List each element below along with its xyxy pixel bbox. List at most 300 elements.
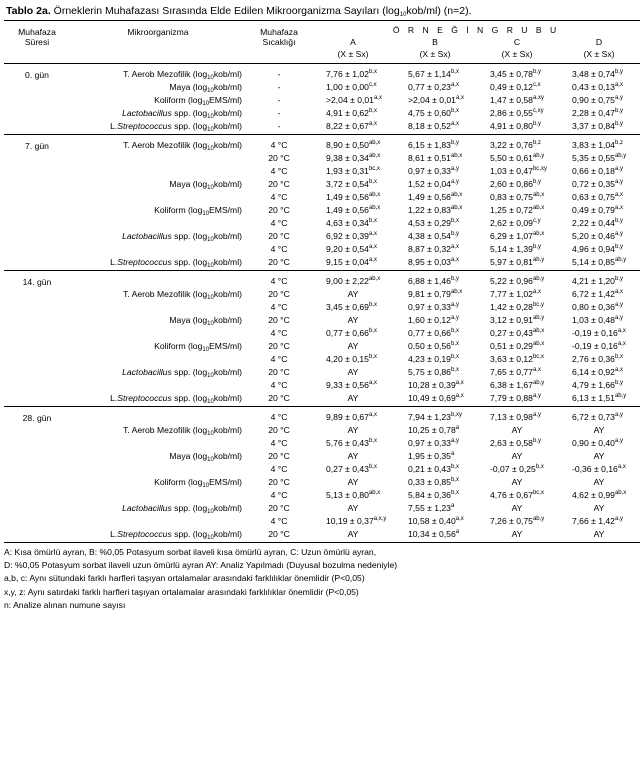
table-row xyxy=(4,501,640,514)
table-row xyxy=(4,407,640,424)
value-cell: $>2,04 \pm 0,01^{a,x}$ xyxy=(326,94,382,105)
storage-temperature: 4 °C xyxy=(270,463,288,474)
table-footnotes xyxy=(4,542,640,612)
storage-day-empty xyxy=(4,203,70,216)
value-cell: 10,25 ± 0,78$^a$ xyxy=(408,424,460,435)
microorganism-name: Maya $(\log_{10}kob/ml)$ xyxy=(169,178,242,191)
storage-temperature: 4 °C xyxy=(270,327,288,338)
value-cell: $5,84 \pm 0,36^{b,x}$ xyxy=(408,489,459,500)
storage-temperature: 20 °C xyxy=(268,476,290,487)
value-cell: $4,38 \pm 0,54^{b,y}$ xyxy=(408,230,459,241)
header-microorganism: Mikroorganizma xyxy=(127,27,189,37)
microorganism-name xyxy=(70,190,246,203)
value-cell: $9,38 \pm 0,34^{ab,x}$ xyxy=(326,152,381,163)
value-cell: AY xyxy=(347,528,359,539)
table-row xyxy=(4,527,640,542)
footnote: n: Analize alınan numune sayısı xyxy=(4,599,126,610)
table-row xyxy=(4,449,640,462)
value-cell: $9,81 \pm 0,79^{ab,x}$ xyxy=(408,288,463,299)
table-row xyxy=(4,135,640,152)
storage-temperature: 4 °C xyxy=(270,379,288,390)
value-cell: $0,27 \pm 0,43^{ab,x}$ xyxy=(490,327,545,338)
block-2 xyxy=(4,271,640,407)
table-row xyxy=(4,339,640,352)
storage-temperature: 4 °C xyxy=(270,301,288,312)
storage-day-empty xyxy=(4,164,70,177)
microorganism-name: Maya $(\log_{10}kob/ml)$ xyxy=(169,450,242,463)
value-cell: $4,79 \pm 1,66^{b,y}$ xyxy=(572,379,623,390)
value-cell: $7,79 \pm 0,88^{a,y}$ xyxy=(490,392,541,403)
value-cell: $6,38 \pm 1,67^{ab,y}$ xyxy=(490,379,545,390)
storage-day: 28. gün xyxy=(4,407,70,424)
storage-temperature: 4 °C xyxy=(246,135,312,152)
table-row xyxy=(4,229,640,242)
header-group-d: D xyxy=(595,37,603,47)
value-cell: $8,22 \pm 0,67^{a,x}$ xyxy=(326,120,377,131)
value-cell: $0,72 \pm 0,35^{a,y}$ xyxy=(572,178,623,189)
value-cell: $5,97 \pm 0,81^{ab,y}$ xyxy=(490,256,545,267)
value-cell: $10,49 \pm 0,69^{a,x}$ xyxy=(408,392,464,403)
storage-temperature: 4 °C xyxy=(270,353,288,364)
table-row xyxy=(4,326,640,339)
microorganism-name: Lactobacillus spp. $(\log_{10}kob/ml)$ xyxy=(122,230,242,243)
header-stat: (X ± Sx) xyxy=(501,49,533,59)
header-sample-group: Ö R N E Ğ İ N G R U B U xyxy=(392,25,560,35)
table-row xyxy=(4,514,640,527)
storage-temperature: - xyxy=(277,81,281,92)
value-cell: $3,12 \pm 0,91^{ab,y}$ xyxy=(490,314,545,325)
microorganism-name: Lactobacillus spp. $(\log_{10}kob/ml)$ xyxy=(122,366,242,379)
storage-temperature: 20 °C xyxy=(268,528,290,539)
value-cell: $0,97 \pm 0,33^{a,y}$ xyxy=(408,301,459,312)
microorganism-name: Koliform $(\log_{10}EMS/ml)$ xyxy=(154,476,242,489)
storage-day-empty xyxy=(4,190,70,203)
value-cell: $0,77 \pm 0,23^{a,x}$ xyxy=(408,81,459,92)
value-cell: $4,23 \pm 0,19^{b,x}$ xyxy=(408,353,459,364)
microorganism-name: Lactobacillus spp. $(\log_{10}kob/ml)$ xyxy=(122,107,242,120)
microorganism-name: L.Streptococcus spp. $(\log_{10}kob/ml)$ xyxy=(110,256,242,269)
microorganism-name xyxy=(70,164,246,177)
value-cell: $9,00 \pm 2,22^{ab,x}$ xyxy=(312,271,394,288)
header-group-c: C xyxy=(513,37,521,47)
storage-day-empty xyxy=(4,326,70,339)
storage-day-empty xyxy=(4,287,70,300)
storage-day-empty xyxy=(4,391,70,407)
value-cell: $2,60 \pm 0,86^{b,y}$ xyxy=(490,178,541,189)
value-cell: $3,83 \pm 1,04^{b,z}$ xyxy=(558,135,640,152)
value-cell: $4,53 \pm 0,29^{b,x}$ xyxy=(408,217,459,228)
value-cell: AY xyxy=(593,476,605,487)
value-cell: $0,97 \pm 0,33^{a,y}$ xyxy=(408,165,459,176)
value-cell: $5,75 \pm 0,86^{b,x}$ xyxy=(408,366,459,377)
microorganism-name: Maya $(\log_{10}kob/ml)$ xyxy=(169,81,242,94)
value-cell: $3,45 \pm 0,78^{b,y}$ xyxy=(490,68,541,79)
storage-temperature: 20 °C xyxy=(268,502,290,513)
value-cell: $5,50 \pm 0,61^{ab,y}$ xyxy=(490,152,545,163)
value-cell: $>2,04 \pm 0,01^{a,x}$ xyxy=(408,94,464,105)
storage-temperature: 20 °C xyxy=(268,230,290,241)
value-cell: $0,63 \pm 0,75^{a,x}$ xyxy=(572,191,623,202)
value-cell: 1,95 ± 0,35$^a$ xyxy=(408,450,455,461)
microorganism-name: T. Aerob Mezofilik $(\log_{10}kob/ml)$ xyxy=(70,135,246,152)
storage-temperature: - xyxy=(277,94,281,105)
microorganism-name xyxy=(70,488,246,501)
value-cell: $0,49 \pm 0,79^{a,x}$ xyxy=(572,204,623,215)
table-row xyxy=(4,119,640,135)
value-cell: $0,51 \pm 0,29^{ab,x}$ xyxy=(490,340,545,351)
value-cell: $0,83 \pm 0,75^{ab,x}$ xyxy=(490,191,545,202)
value-cell: $10,28 \pm 0,39^{a,x}$ xyxy=(408,379,464,390)
storage-day-empty xyxy=(4,462,70,475)
value-cell: AY xyxy=(347,476,359,487)
value-cell: $4,91 \pm 0,62^{b,x}$ xyxy=(326,107,377,118)
value-cell: $0,97 \pm 0,33^{a,y}$ xyxy=(408,437,459,448)
value-cell: $-0,07 \pm 0,25^{b,x}$ xyxy=(490,463,544,474)
value-cell: $1,00 \pm 0,00^{c,x}$ xyxy=(326,81,377,92)
table-row xyxy=(4,106,640,119)
microorganism-name xyxy=(70,514,246,527)
value-cell: AY xyxy=(511,502,523,513)
microorganism-name: L.Streptococcus spp. $(\log_{10}kob/ml)$ xyxy=(110,528,242,541)
storage-day-empty xyxy=(4,119,70,135)
footnote: D: %0,05 Potasyum sorbat ilaveli uzun ömürlü ayran AY: Analiz Yapılmadı (Duyusal bozulma nedeniyle) xyxy=(4,560,398,571)
caption-label: Tablo 2a. xyxy=(6,5,51,17)
storage-temperature: 4 °C xyxy=(270,515,288,526)
value-cell: $4,62 \pm 0,99^{ab,x}$ xyxy=(572,489,627,500)
microorganism-name xyxy=(70,326,246,339)
value-cell: $1,25 \pm 0,72^{ab,x}$ xyxy=(490,204,545,215)
storage-day-empty xyxy=(4,300,70,313)
header-storage-time: Muhafaza Süresi xyxy=(18,27,56,47)
storage-temperature: 20 °C xyxy=(268,288,290,299)
storage-day-empty xyxy=(4,514,70,527)
value-cell: $5,76 \pm 0,43^{b,x}$ xyxy=(326,437,377,448)
value-cell: $7,76 \pm 1,02^{b,x}$ xyxy=(326,68,377,79)
storage-temperature: 4 °C xyxy=(246,271,312,288)
microorganism-name xyxy=(70,271,246,288)
value-cell: AY xyxy=(347,450,359,461)
value-cell: $6,88 \pm 1,46^{b,y}$ xyxy=(394,271,476,288)
value-cell: $4,63 \pm 0,34^{b,x}$ xyxy=(326,217,377,228)
value-cell: $9,20 \pm 0,54^{a,x}$ xyxy=(326,243,377,254)
microorganism-name: L.Streptococcus spp. $(\log_{10}kob/ml)$ xyxy=(110,120,242,133)
value-cell: $4,91 \pm 0,80^{b,y}$ xyxy=(490,120,541,131)
microorganism-name: Koliform $(\log_{10}EMS/ml)$ xyxy=(154,204,242,217)
header-stat: (X ± Sx) xyxy=(419,49,451,59)
value-cell: AY xyxy=(593,528,605,539)
table-row xyxy=(4,365,640,378)
storage-day-empty xyxy=(4,106,70,119)
value-cell: $2,86 \pm 0,55^{c,xy}$ xyxy=(490,107,544,118)
value-cell: $0,77 \pm 0,66^{b,x}$ xyxy=(408,327,459,338)
value-cell: AY xyxy=(511,476,523,487)
value-cell: AY xyxy=(347,392,359,403)
value-cell: $7,13 \pm 0,98^{a,y}$ xyxy=(476,407,558,424)
storage-day-empty xyxy=(4,365,70,378)
footnote: A: Kısa ömürlü ayran, B: %0,05 Potasyum sorbat ilaveli kısa ömürlü ayran, C: Uzun ömürlü ayran, xyxy=(4,547,377,557)
storage-temperature: 20 °C xyxy=(268,366,290,377)
storage-temperature: - xyxy=(277,68,281,79)
value-cell: $1,49 \pm 0,56^{ab,x}$ xyxy=(326,191,381,202)
value-cell: $8,90 \pm 0,50^{ab,x}$ xyxy=(312,135,394,152)
value-cell: AY xyxy=(347,502,359,513)
table-row xyxy=(4,488,640,501)
value-cell: $6,15 \pm 1,83^{b,y}$ xyxy=(394,135,476,152)
block-1 xyxy=(4,135,640,271)
table-row xyxy=(4,164,640,177)
table-row xyxy=(4,80,640,93)
value-cell: $0,49 \pm 0,12^{c,x}$ xyxy=(490,81,541,92)
table-row xyxy=(4,271,640,288)
microorganism-name: Lactobacillus spp. $(\log_{10}kob/ml)$ xyxy=(122,502,242,515)
value-cell: $8,18 \pm 0,52^{a,x}$ xyxy=(408,120,459,131)
value-cell: $0,90 \pm 0,40^{a,y}$ xyxy=(572,437,623,448)
value-cell: $8,87 \pm 0,32^{a,x}$ xyxy=(408,243,459,254)
value-cell: $4,96 \pm 0,94^{b,y}$ xyxy=(572,243,623,254)
value-cell: $4,20 \pm 0,15^{b,x}$ xyxy=(326,353,377,364)
microorganism-name xyxy=(70,436,246,449)
microorganism-name: Maya $(\log_{10}kob/ml)$ xyxy=(169,314,242,327)
value-cell: $9,89 \pm 0,67^{a,x}$ xyxy=(312,407,394,424)
value-cell: $6,92 \pm 0,39^{a,x}$ xyxy=(326,230,377,241)
value-cell: $-0,19 \pm 0,16^{a,x}$ xyxy=(572,340,626,351)
storage-day-empty xyxy=(4,229,70,242)
microorganism-name xyxy=(70,378,246,391)
table-caption: Tablo 2a. Örneklerin Muhafazası Sırasında Elde Edilen Mikroorganizma Sayıları $(\log_{10}kob/ml)$ (n=2). xyxy=(6,5,472,18)
table-row xyxy=(4,313,640,326)
storage-day: 7. gün xyxy=(4,135,70,152)
header-stat: (X ± Sx) xyxy=(337,49,369,59)
header-group-a: A xyxy=(350,37,356,47)
caption-text: Örneklerin Muhafazası Sırasında Elde Edilen Mikroorganizma Sayıları (log xyxy=(53,5,400,17)
table-row xyxy=(4,255,640,271)
storage-day-empty xyxy=(4,80,70,93)
table-row xyxy=(4,287,640,300)
value-cell: $5,67 \pm 1,14^{b,x}$ xyxy=(408,68,459,79)
value-cell: $5,20 \pm 0,46^{a,y}$ xyxy=(572,230,623,241)
microorganism-name xyxy=(70,151,246,164)
value-cell: $6,14 \pm 0,92^{a,x}$ xyxy=(572,366,623,377)
value-cell: $0,66 \pm 0,18^{a,y}$ xyxy=(572,165,623,176)
value-cell: $1,60 \pm 0,12^{a,y}$ xyxy=(408,314,459,325)
value-cell: $0,80 \pm 0,36^{a,y}$ xyxy=(572,301,623,312)
storage-day-empty xyxy=(4,216,70,229)
value-cell: AY xyxy=(511,424,523,435)
table-row xyxy=(4,462,640,475)
microorganism-name xyxy=(70,242,246,255)
value-cell: $0,90 \pm 0,75^{a,y}$ xyxy=(572,94,623,105)
value-cell: $7,94 \pm 1,23^{b,xy}$ xyxy=(394,407,476,424)
table-row xyxy=(4,242,640,255)
storage-temperature: 20 °C xyxy=(268,340,290,351)
table-row xyxy=(4,216,640,229)
table-row xyxy=(4,177,640,190)
storage-temperature: 4 °C xyxy=(270,437,288,448)
microorganism-name: T. Aerob Mezofilik $(\log_{10}kob/ml)$ xyxy=(123,424,242,437)
value-cell: AY xyxy=(593,424,605,435)
table-row xyxy=(4,300,640,313)
value-cell: AY xyxy=(347,288,359,299)
value-cell: $4,21 \pm 1,20^{b,y}$ xyxy=(558,271,640,288)
value-cell: $1,42 \pm 0,28^{bc,y}$ xyxy=(490,301,544,312)
storage-day-empty xyxy=(4,352,70,365)
storage-day: 14. gün xyxy=(4,271,70,288)
table-row xyxy=(4,64,640,81)
value-cell: $7,65 \pm 0,77^{a,x}$ xyxy=(490,366,541,377)
storage-day-empty xyxy=(4,488,70,501)
value-cell: $3,45 \pm 0,69^{b,x}$ xyxy=(326,301,377,312)
footnote: x,y, z: Aynı satırdaki farklı harfleri taşıyan ortalamalar arasındaki farklılıklar önemlidir (P<0,05) xyxy=(4,586,359,597)
storage-temperature: 4 °C xyxy=(270,243,288,254)
storage-day-empty xyxy=(4,93,70,106)
microorganism-name: T. Aerob Mezofilik $(\log_{10}kob/ml)$ xyxy=(123,68,242,81)
value-cell: $2,76 \pm 0,36^{b,x}$ xyxy=(572,353,623,364)
storage-temperature: 20 °C xyxy=(268,424,290,435)
value-cell: $9,33 \pm 0,56^{a,x}$ xyxy=(326,379,377,390)
microorganism-name xyxy=(70,352,246,365)
storage-temperature: 4 °C xyxy=(270,191,288,202)
table-row xyxy=(4,475,640,488)
value-cell: $10,19 \pm 0,37^{a,x,y}$ xyxy=(326,515,387,526)
storage-day-empty xyxy=(4,151,70,164)
storage-temperature: 20 °C xyxy=(268,392,290,403)
value-cell: $5,22 \pm 0,96^{ab,y}$ xyxy=(476,271,558,288)
value-cell: $3,37 \pm 0,84^{b,y}$ xyxy=(572,120,623,131)
microorganism-name xyxy=(70,462,246,475)
value-cell: $1,52 \pm 0,04^{a,y}$ xyxy=(408,178,459,189)
microorganism-name: Koliform $(\log_{10}EMS/ml)$ xyxy=(154,94,242,107)
value-cell: $8,95 \pm 0,03^{a,x}$ xyxy=(408,256,459,267)
value-cell: AY xyxy=(593,450,605,461)
value-cell: AY xyxy=(347,366,359,377)
microorganism-name: Koliform $(\log_{10}EMS/ml)$ xyxy=(154,340,242,353)
value-cell: AY xyxy=(593,502,605,513)
value-cell: $3,63 \pm 0,12^{bc,x}$ xyxy=(490,353,544,364)
value-cell: $-0,19 \pm 0,16^{a,x}$ xyxy=(572,327,626,338)
value-cell: AY xyxy=(511,528,523,539)
storage-temperature: 4 °C xyxy=(270,165,288,176)
value-cell: $5,14 \pm 0,85^{ab,y}$ xyxy=(572,256,627,267)
value-cell: AY xyxy=(347,424,359,435)
storage-temperature: - xyxy=(277,120,281,131)
value-cell: $2,28 \pm 0,47^{b,y}$ xyxy=(572,107,623,118)
table-row xyxy=(4,190,640,203)
value-cell: $0,50 \pm 0,56^{b,x}$ xyxy=(408,340,459,351)
storage-day-empty xyxy=(4,436,70,449)
value-cell: $0,21 \pm 0,43^{b,x}$ xyxy=(408,463,459,474)
value-cell: $1,03 \pm 0,48^{a,y}$ xyxy=(572,314,623,325)
value-cell: $6,29 \pm 1,07^{ab,x}$ xyxy=(490,230,545,241)
value-cell: $1,03 \pm 0,47^{bc,xy}$ xyxy=(490,165,547,176)
storage-day-empty xyxy=(4,242,70,255)
table-row xyxy=(4,203,640,216)
value-cell: $6,72 \pm 0,73^{a,y}$ xyxy=(558,407,640,424)
header-stat: (X ± Sx) xyxy=(583,49,615,59)
value-cell: $10,58 \pm 0,40^{a,x}$ xyxy=(408,515,464,526)
value-cell: $0,43 \pm 0,13^{a,x}$ xyxy=(572,81,623,92)
value-cell: 10,34 ± 0,56$^a$ xyxy=(408,528,460,539)
storage-temperature: 20 °C xyxy=(268,450,290,461)
storage-day-empty xyxy=(4,339,70,352)
storage-day-empty xyxy=(4,475,70,488)
storage-temperature: 20 °C xyxy=(268,152,290,163)
storage-temperature: 4 °C xyxy=(246,407,312,424)
value-cell: $2,62 \pm 0,09^{c,y}$ xyxy=(490,217,541,228)
value-cell: $5,35 \pm 0,55^{ab,y}$ xyxy=(572,152,627,163)
microorganism-name: L.Streptococcus spp. $(\log_{10}kob/ml)$ xyxy=(110,392,242,405)
value-cell: $5,14 \pm 1,39^{b,y}$ xyxy=(490,243,541,254)
table-row xyxy=(4,378,640,391)
storage-day-empty xyxy=(4,177,70,190)
microorganism-name xyxy=(70,300,246,313)
footnote: a,b, c: Aynı sütundaki farklı harfleri taşıyan ortalamalar arasındaki farklılıklar önemlidir (P<0,05) xyxy=(4,573,365,584)
value-cell: AY xyxy=(347,340,359,351)
value-cell: $4,76 \pm 0,67^{bc,x}$ xyxy=(490,489,544,500)
storage-day-empty xyxy=(4,449,70,462)
value-cell: $0,33 \pm 0,85^{b,x}$ xyxy=(408,476,459,487)
value-cell: $3,48 \pm 0,74^{b,y}$ xyxy=(572,68,623,79)
storage-day-empty xyxy=(4,423,70,436)
value-cell: $1,93 \pm 0,31^{bc,x}$ xyxy=(326,165,380,176)
block-3 xyxy=(4,407,640,543)
value-cell: $8,61 \pm 0,51^{ab,x}$ xyxy=(408,152,463,163)
value-cell: AY xyxy=(347,314,359,325)
storage-day-empty xyxy=(4,313,70,326)
value-cell: $9,15 \pm 0,04^{a,x}$ xyxy=(326,256,377,267)
value-cell: $4,75 \pm 0,60^{b,x}$ xyxy=(408,107,459,118)
value-cell: $6,13 \pm 1,51^{ab,y}$ xyxy=(572,392,627,403)
storage-day-empty xyxy=(4,527,70,542)
value-cell: $7,26 \pm 0,75^{ab,y}$ xyxy=(490,515,545,526)
value-cell: $2,22 \pm 0,44^{b,y}$ xyxy=(572,217,623,228)
value-cell: $1,49 \pm 0,56^{ab,x}$ xyxy=(408,191,463,202)
value-cell: $7,77 \pm 1,02^{a,x}$ xyxy=(490,288,541,299)
storage-temperature: 4 °C xyxy=(270,217,288,228)
storage-day-empty xyxy=(4,378,70,391)
storage-temperature: 20 °C xyxy=(268,256,290,267)
storage-day-empty xyxy=(4,255,70,271)
value-cell: $0,27 \pm 0,43^{b,x}$ xyxy=(326,463,377,474)
header-group-b: B xyxy=(432,37,438,47)
value-cell: 7,55 ± 1,23$^a$ xyxy=(408,502,455,513)
table-row xyxy=(4,352,640,365)
value-cell: $7,66 \pm 1,42^{a,y}$ xyxy=(572,515,623,526)
storage-day: 0. gün xyxy=(25,70,49,80)
value-cell: $6,72 \pm 1,42^{a,x}$ xyxy=(572,288,623,299)
storage-temperature: - xyxy=(277,107,281,118)
value-cell: $5,13 \pm 0,80^{ab,x}$ xyxy=(326,489,381,500)
block-0 xyxy=(4,64,640,135)
microorganism-name: T. Aerob Mezofilik $(\log_{10}kob/ml)$ xyxy=(123,288,242,301)
value-cell: $0,77 \pm 0,66^{b,x}$ xyxy=(326,327,377,338)
table-row xyxy=(4,391,640,407)
table-row xyxy=(4,436,640,449)
storage-temperature: 20 °C xyxy=(268,178,290,189)
storage-temperature: 20 °C xyxy=(268,314,290,325)
storage-temperature: 4 °C xyxy=(270,489,288,500)
value-cell: $1,49 \pm 0,56^{ab,x}$ xyxy=(326,204,381,215)
value-cell: $-0,36 \pm 0,16^{a,x}$ xyxy=(572,463,626,474)
microorganism-name xyxy=(70,216,246,229)
microorganism-name xyxy=(70,407,246,424)
table-row xyxy=(4,93,640,106)
value-cell: AY xyxy=(511,450,523,461)
value-cell: $1,22 \pm 0,83^{ab,x}$ xyxy=(408,204,463,215)
value-cell: $3,22 \pm 0,76^{b,z}$ xyxy=(476,135,558,152)
value-cell: $1,47 \pm 0,58^{a,xy}$ xyxy=(490,94,544,105)
header-storage-temp: Muhafaza Sıcaklığı xyxy=(260,27,298,47)
value-cell: $3,72 \pm 0,54^{b,x}$ xyxy=(326,178,377,189)
